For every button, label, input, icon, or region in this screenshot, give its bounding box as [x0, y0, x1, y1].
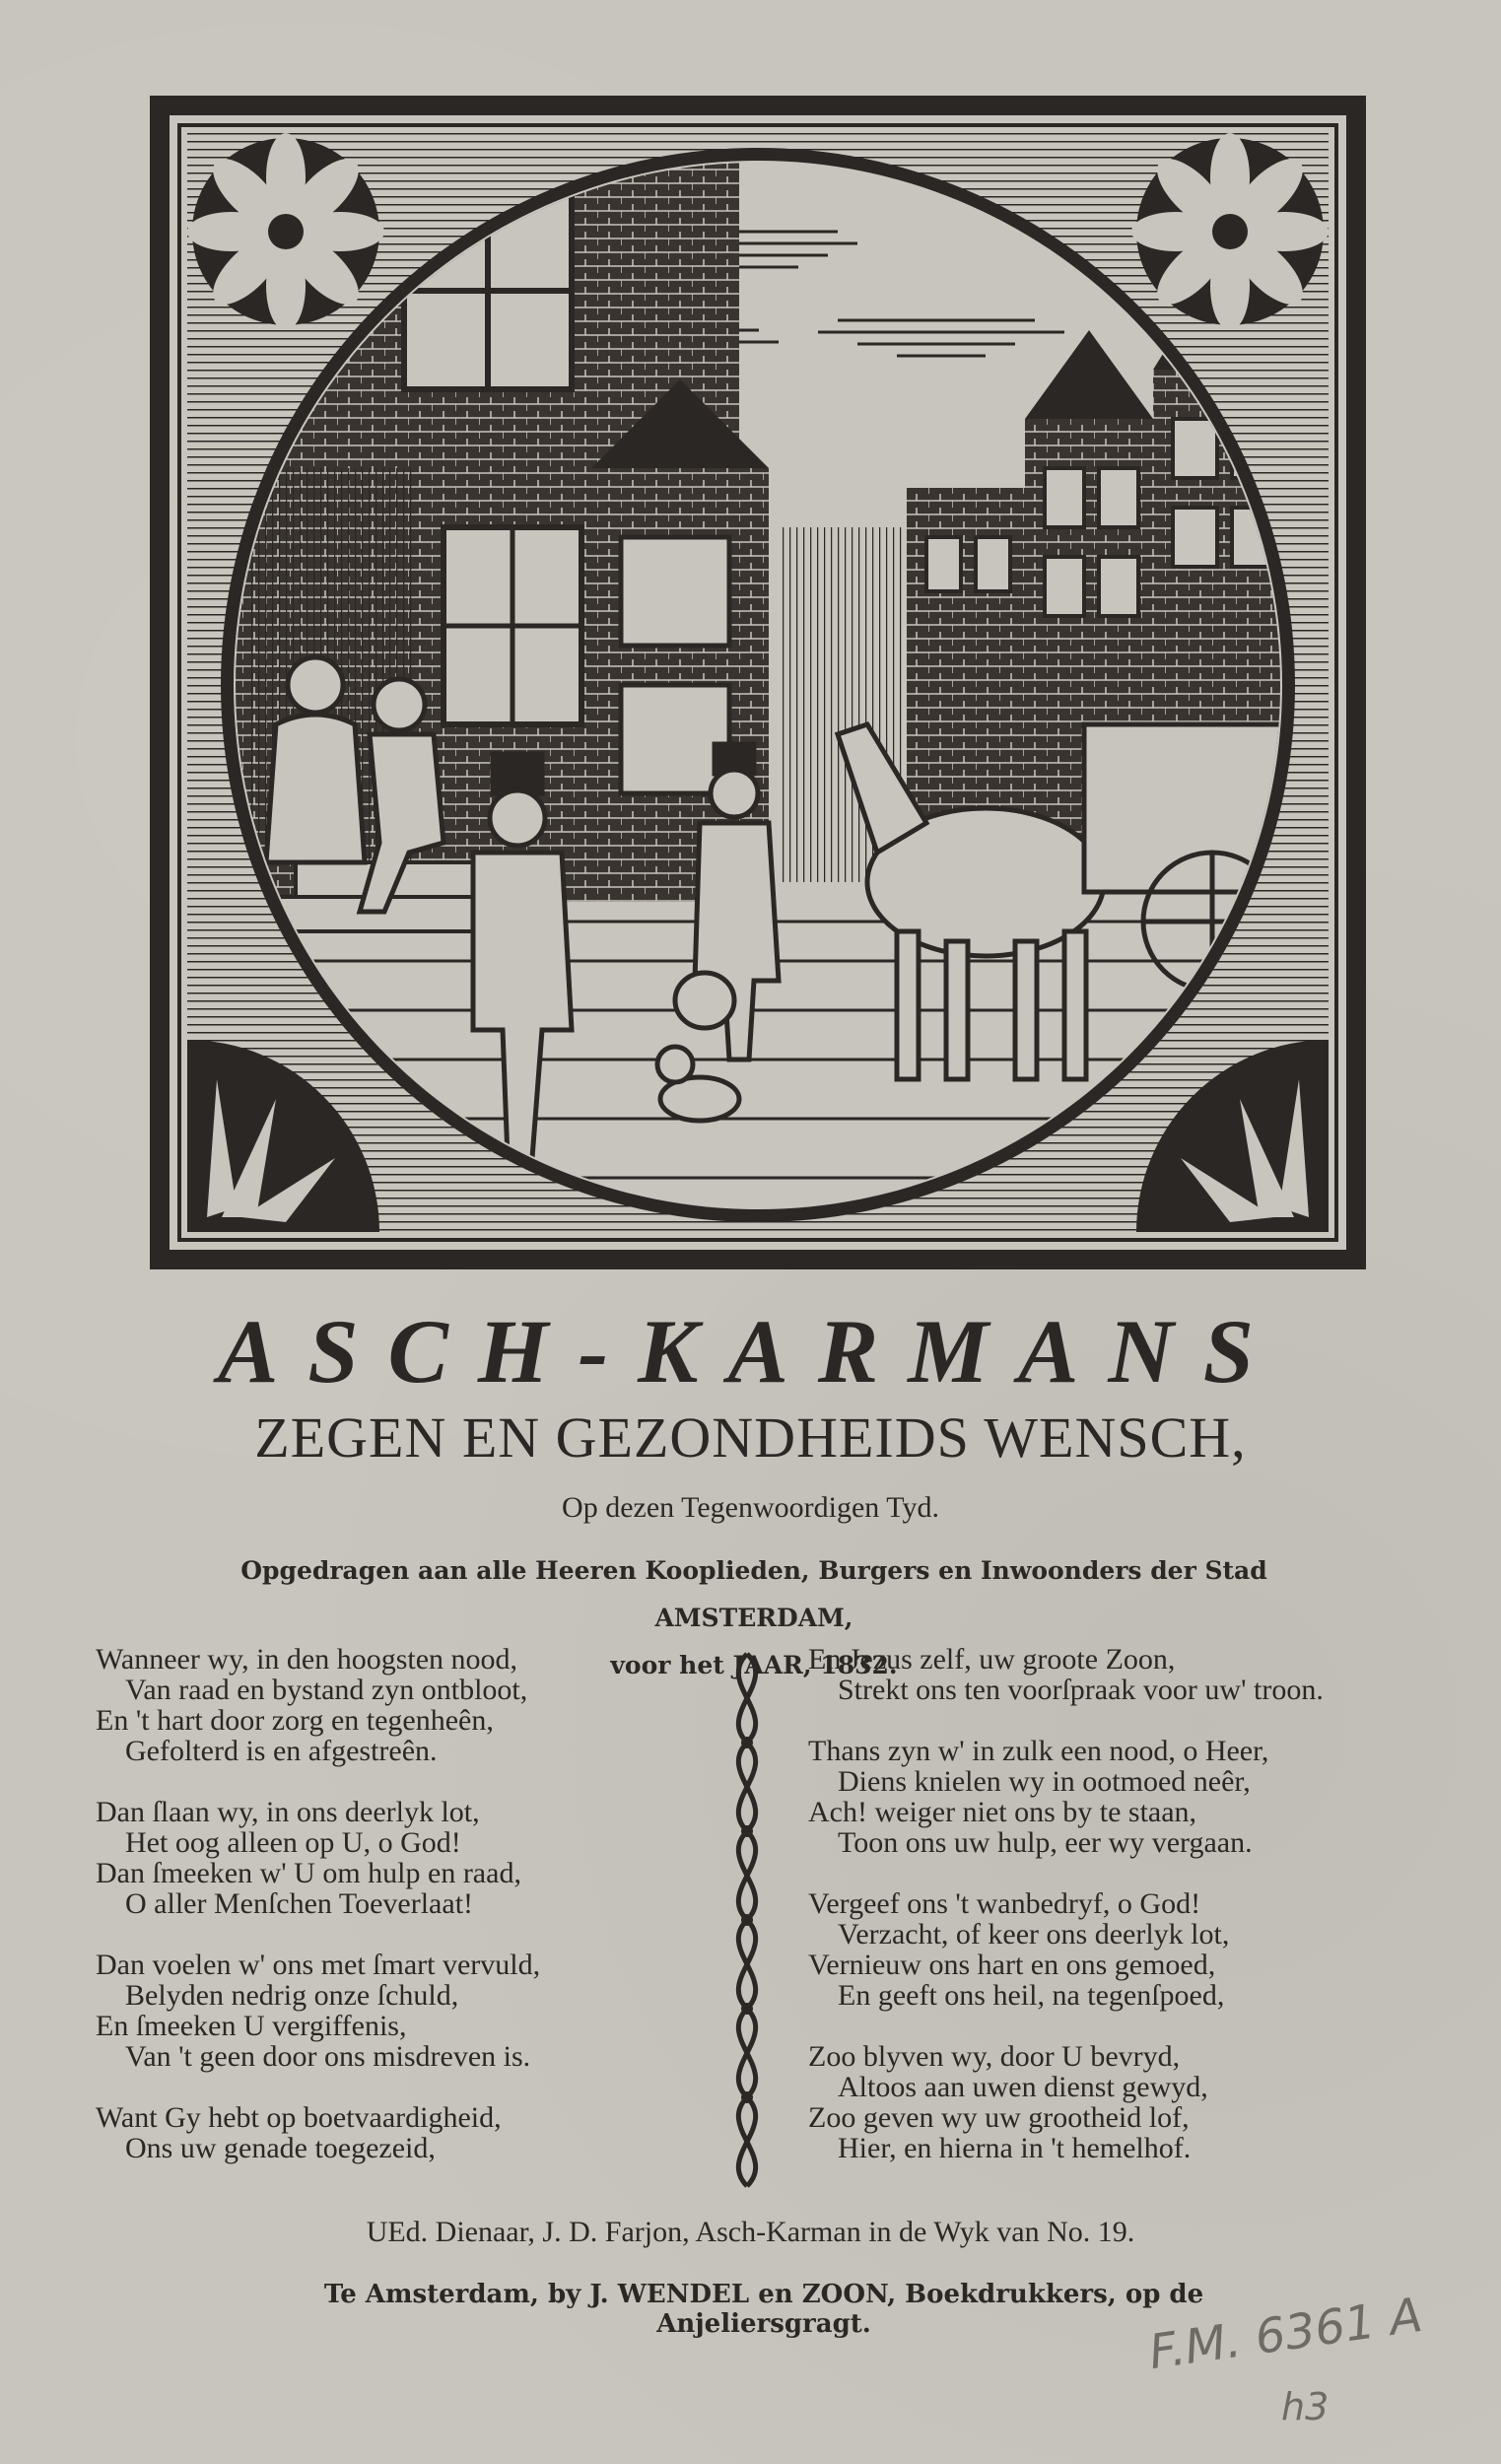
poem-line: En Jezus zelf, uw groote Zoon, [808, 1643, 1176, 1676]
poem-line: Belyden nedrig onze ſchuld, [125, 1979, 459, 2012]
pencil-annotation-2: h3 [1281, 2385, 1330, 2429]
title: ASCH-KARMANS [218, 1301, 1283, 1402]
poem-line: Vergeef ons 't wanbedryf, o God! [808, 1887, 1201, 1920]
dedication-line-1: Opgedragen aan alle Heeren Kooplieden, Burgers en Inwoonders der Stad AMSTERDAM, [240, 1556, 1267, 1632]
poem-line: Zoo geven wy uw grootheid lof, [808, 2101, 1190, 2134]
poem-line: Wanneer wy, in den hoogsten nood, [96, 1643, 518, 1676]
rosette-top-left [187, 133, 384, 330]
poem-line: Diens knielen wy in ootmoed neêr, [838, 1765, 1251, 1798]
poem-stanza [808, 1644, 1419, 1705]
poem-stanza [96, 1950, 687, 2072]
poem-line: Want Gy hebt op boetvaardigheid, [96, 2101, 502, 2134]
poem-line: En ſmeeken U vergiffenis, [96, 2010, 407, 2042]
poem-line: Altoos aan uwen dienst gewyd, [838, 2071, 1208, 2103]
poem-line: Toon ons uw hulp, eer wy vergaan. [838, 1826, 1253, 1859]
poem-line: En 't hart door zorg en tegenheên, [96, 1704, 494, 1737]
poem-line: Het oog alleen op U, o God! [125, 1826, 461, 1859]
poem-stanza [96, 2102, 687, 2163]
poem-line: Ons uw genade toegezeid, [125, 2132, 436, 2164]
poem-line: Verzacht, of keer ons deerlyk lot, [838, 1918, 1230, 1951]
poem-line: Vernieuw ons hart en ons gemoed, [808, 1949, 1216, 1981]
poem-line: Ach! weiger niet ons by te staan, [808, 1796, 1197, 1828]
tagline: Op dezen Tegenwoordigen Tyd. [562, 1491, 939, 1524]
poem-stanza [96, 1797, 687, 1919]
signature-line: UEd. Dienaar, J. D. Farjon, Asch-Karman in de Wyk van No. 19. [366, 2216, 1135, 2248]
dedication-line-2: voor het JAAR, 1832. [610, 1651, 898, 1679]
poem-line: O aller Menſchen Toeverlaat! [125, 1887, 474, 1920]
printer-imprint: Te Amsterdam, by J. WENDEL en ZOON, Boekdrukkers, op de Anjeliersgragt. [323, 2280, 1204, 2339]
poem-line: Thans zyn w' in zulk een nood, o Heer, [808, 1735, 1269, 1767]
poem-stanza [808, 1888, 1419, 2011]
poem-line: Dan voelen w' ons met ſmart vervuld, [96, 1949, 541, 1981]
poem-line: Strekt ons ten voorſpraak voor uw' troon. [838, 1674, 1324, 1706]
pencil-annotation: F.M. 6361 A [1145, 2287, 1426, 2381]
subtitle: ZEGEN EN GEZONDHEIDS WENSCH, [254, 1405, 1247, 1470]
poem-line: En geeft ons heil, na tegenſpoed, [838, 1979, 1225, 2012]
poem-line: Dan ſlaan wy, in ons deerlyk lot, [96, 1796, 480, 1828]
poem-line: Gefolterd is en afgestreên. [125, 1735, 438, 1767]
poem-line: Hier, en hierna in 't hemelhof. [838, 2132, 1192, 2164]
woodcut-illustration [148, 94, 1368, 1271]
poem-left-column [96, 1644, 687, 2194]
poem-right-column [808, 1644, 1419, 2194]
poem-stanza [96, 1644, 687, 1766]
poem-line: Van raad en bystand zyn ontbloot, [125, 1674, 528, 1706]
rosette-top-right [1131, 133, 1329, 330]
poem-line: Van 't geen door ons misdreven is. [125, 2040, 531, 2073]
poem-stanza [808, 2041, 1419, 2163]
ornamental-divider [708, 1644, 786, 2194]
poem-line: Dan ſmeeken w' U om hulp en raad, [96, 1857, 521, 1889]
poem-line: Zoo blyven wy, door U bevryd, [808, 2040, 1181, 2073]
poem-stanza [808, 1736, 1419, 1858]
